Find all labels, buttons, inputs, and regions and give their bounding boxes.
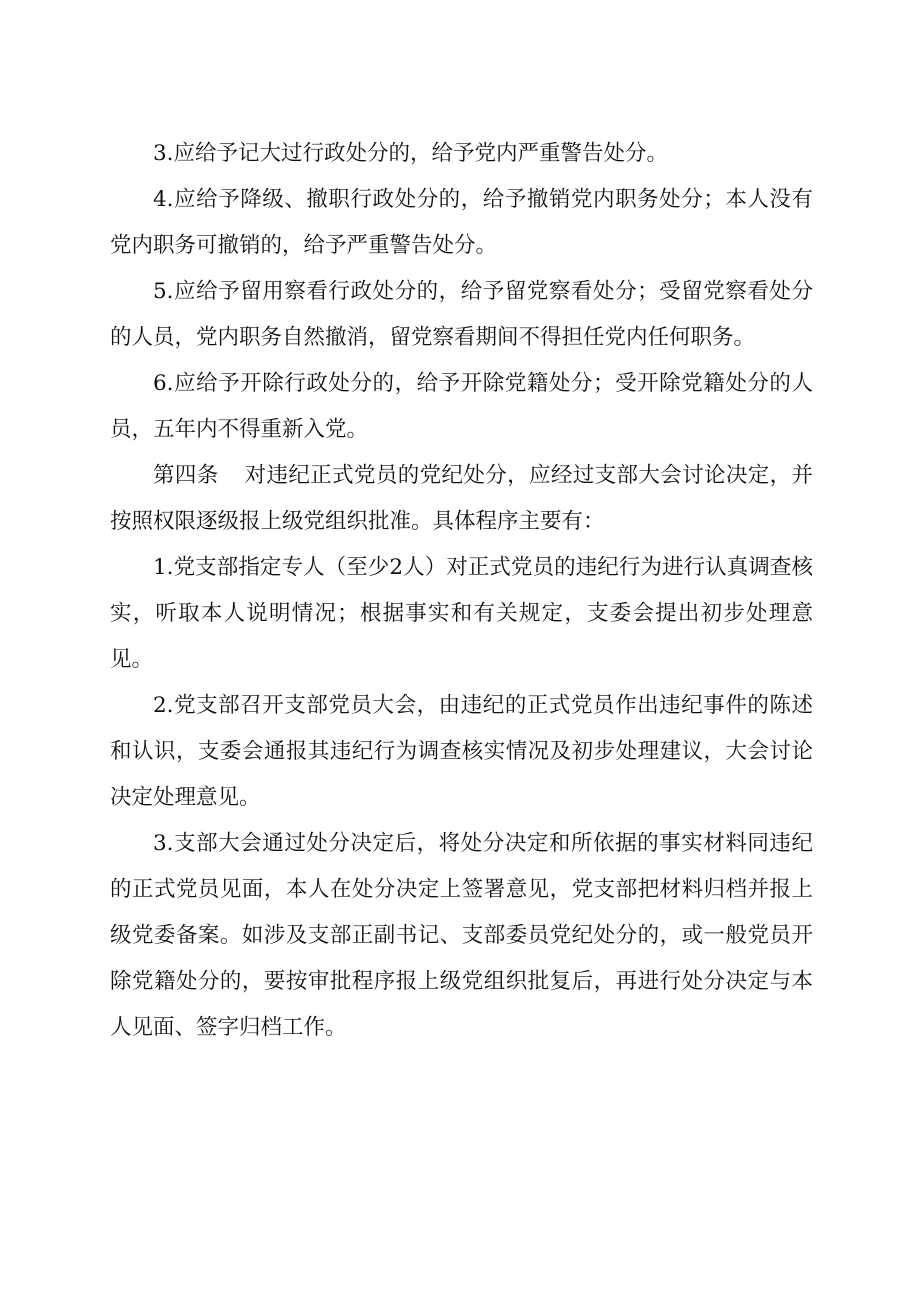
article-4-paragraph (110, 453, 813, 545)
paragraph-text: 2.党支部召开支部党员大会，由违纪的正式党员作出违纪事件的陈述和认识，支委会通报其违纪行为调查核实情况及初步处理建议，大会讨论决定处理意见。 (110, 693, 813, 810)
paragraph-text: 4.应给予降级、撤职行政处分的，给予撤销党内职务处分；本人没有党内职务可撤销的，给予严重警告处分。 (110, 187, 813, 258)
paragraph-text: 3.应给予记大过行政处分的，给予党内严重警告处分。 (153, 141, 669, 166)
article-label: 第四条 (153, 463, 219, 488)
paragraph-text: 1.党支部指定专人（至少2人）对正式党员的违纪行为进行认真调查核实，听取本人说明情况；根据事实和有关规定，支委会提出初步处理意见。 (110, 555, 813, 672)
paragraph-3-serious-warning (110, 131, 813, 177)
paragraph-text: 对违纪正式党员的党纪处分，应经过支部大会讨论决定，并按照权限逐级报上级党组织批准。具体程序主要有： (110, 463, 813, 534)
paragraph-5-probation (110, 269, 813, 361)
procedure-step-3 (110, 821, 813, 1051)
paragraph-text: 3.支部大会通过处分决定后，将处分决定和所依据的事实材料同违纪的正式党员见面，本人在处分决定上签署意见，党支部把材料归档并报上级党委备案。如涉及支部正副书记、支部委员党纪处分的，或一般党员开除党籍处分的，要按审批程序报上级党组织批复后，再进行处分决定与本人见面、签字归档工作。 (110, 831, 813, 1040)
paragraph-text: 6.应给予开除行政处分的，给予开除党籍处分；受开除党籍处分的人员，五年内不得重新入党。 (110, 371, 813, 442)
procedure-step-2 (110, 683, 813, 821)
procedure-step-1 (110, 545, 813, 683)
paragraph-6-expulsion (110, 361, 813, 453)
paragraph-text: 5.应给予留用察看行政处分的，给予留党察看处分；受留党察看处分的人员，党内职务自然撤消，留党察看期间不得担任党内任何职务。 (110, 279, 813, 350)
document-body (110, 131, 813, 1051)
paragraph-4-revoke-position (110, 177, 813, 269)
